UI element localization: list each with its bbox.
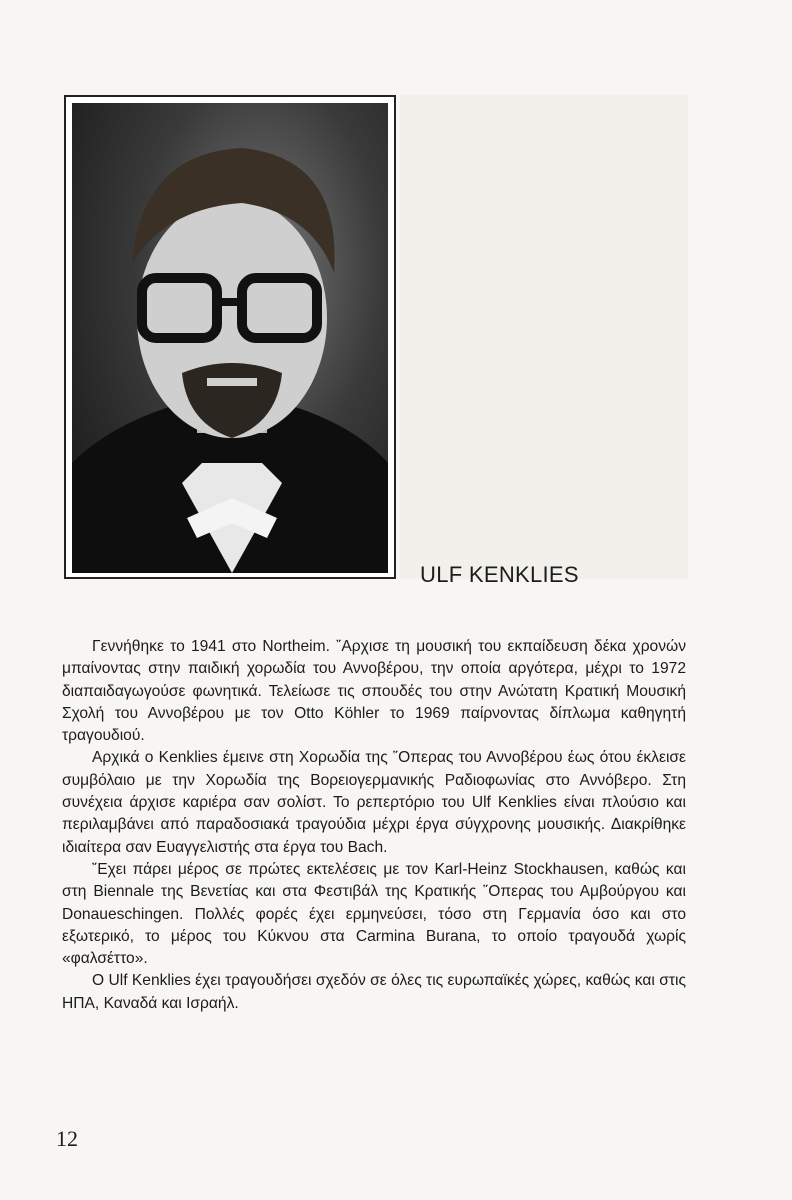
portrait-frame bbox=[64, 95, 396, 579]
bio-paragraph: Ο Ulf Kenklies έχει τραγουδήσει σχεδόν σε όλες τις ευρωπαϊκές χώρες, καθώς και στις ΗΠΑ, Καναδά και Ισραήλ. bbox=[62, 972, 686, 1012]
page-number: 12 bbox=[56, 1126, 78, 1151]
bio-paragraph: Γεννήθηκε το 1941 στο Northeim. ῎Αρχισε τη μουσική του εκπαίδευση δέκα χρονών μπαίνοντας στην παιδική χορωδία του Αννοβέρου, την οποία αργότερα, μέχρι το 1972 διαπαιδαγωγούσε φωνητικά. Τελείωσε τις σπουδές του στην Ανώτατη Κρατική Μουσική Σχολή του Αννοβέρου με τον Otto Köhler το 1969 παίρνοντας δίπλωμα καθηγητή τραγουδιού. bbox=[62, 638, 686, 745]
bio-paragraph: ῎Εχει πάρει μέρος σε πρώτες εκτελέσεις με τον Karl-Heinz Stockhausen, καθώς και στη Biennale της Βενετίας και στα Φεστιβάλ της Κρατικής ῞Οπερας του Αμβούργου και Donaueschingen. Πολλές φορές έχει ερμηνεύσει, τόσο στη Γερμανία όσο και στο εξωτερικό, το μέρος του Κύκνου στα Carmina Burana, το οποίο τραγουδά χωρίς «φαλσέττο». bbox=[62, 860, 686, 968]
artist-name: ULF KENKLIES bbox=[420, 562, 579, 587]
bio-paragraph: Αρχικά ο Kenklies έμεινε στη Χορωδία της ῞Οπερας του Αννοβέρου έως ότου έκλεισε συμβόλαιο με την Χορωδία της Βορειογερμανικής Ραδιοφωνίας στο Αννόβερο. Στη συνέχεια άρχισε καριέρα σαν σολίστ. Το ρεπερτόριο του Ulf Kenklies είναι πλούσιο και περιλαμβάνει από παραδοσιακά τραγούδια μέχρι έργα σύγχρονης μουσικής. Διακρίθηκε ιδιαίτερα σαν Ευαγγελιστής στα έργα του Bach. bbox=[62, 749, 686, 856]
portrait-photo bbox=[72, 103, 388, 573]
biography-text bbox=[62, 636, 686, 1015]
faint-show-through-panel bbox=[400, 95, 688, 579]
